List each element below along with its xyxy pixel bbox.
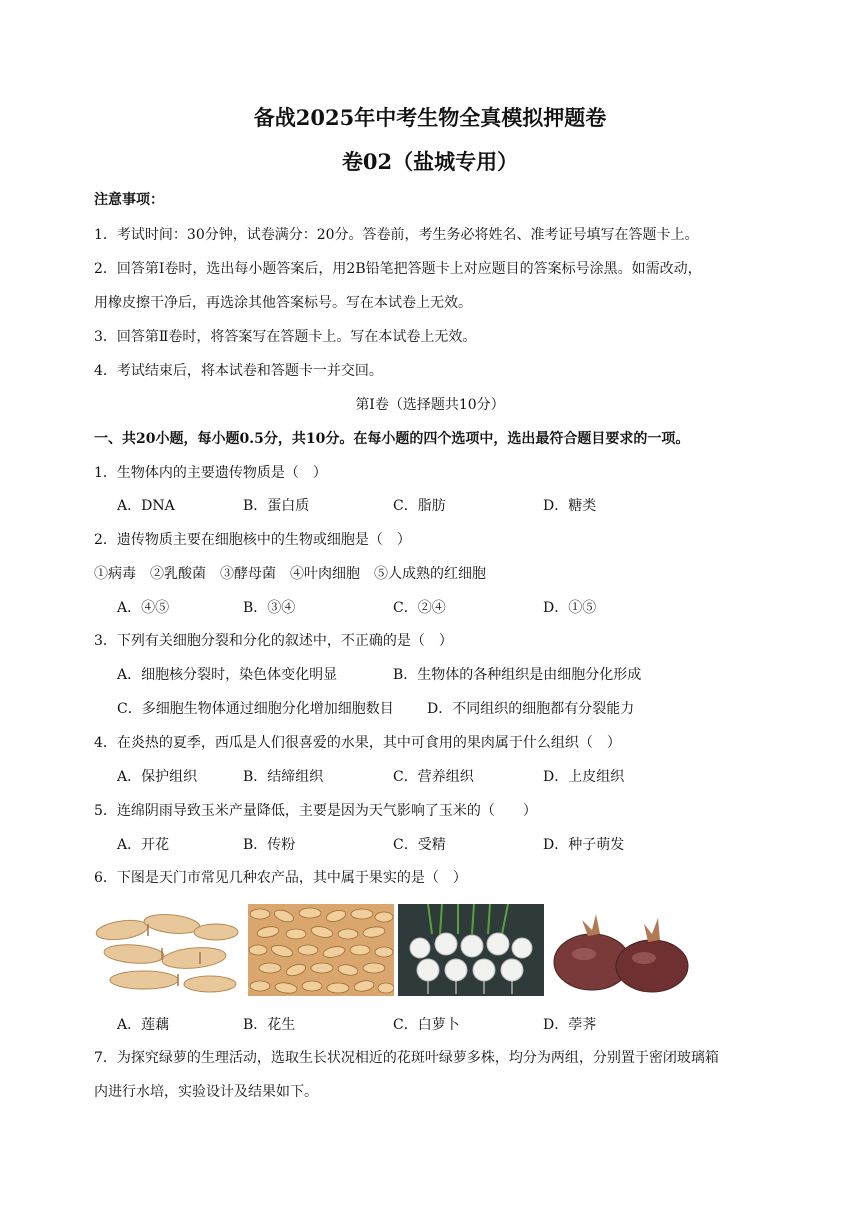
question-6-options xyxy=(117,1016,817,1034)
question-4-options xyxy=(117,768,817,786)
question-6-stem: 6．下图是天门市常见几种农产品，其中属于果实的是（ ） xyxy=(94,870,467,886)
exam-title: 备战2025年中考生物全真模拟押题卷 xyxy=(253,105,607,130)
question-2-options xyxy=(117,599,817,617)
question-7-stem-line2: 内进行水培，实验设计及结果如下。 xyxy=(94,1084,318,1100)
notice-line: 2．回答第Ⅰ卷时，选出每小题答案后，用2B铅笔把答题卡上对应题目的答案标号涂黑。如需改动， xyxy=(94,261,702,277)
white-radish-image xyxy=(398,904,544,996)
question-7-stem-line1: 7．为探究绿萝的生理活动，选取生长状况相近的花斑叶绿萝多株，均分为两组，分别置于密闭玻璃箱 xyxy=(94,1050,719,1066)
option-a: A．开花 xyxy=(117,837,170,853)
option-d: D．①⑤ xyxy=(543,600,597,616)
option-d: D．不同组织的细胞都有分裂能力 xyxy=(427,701,635,717)
notice-line: 4．考试结束后，将本试卷和答题卡一并交回。 xyxy=(94,363,383,379)
question-1-options xyxy=(117,497,817,515)
water-chestnut-image xyxy=(548,904,694,996)
question-2-items: ①病毒 ②乳酸菌 ③酵母菌 ④叶肉细胞 ⑤人成熟的红细胞 xyxy=(94,566,486,582)
question-5-options xyxy=(117,836,817,854)
option-b: B．结缔组织 xyxy=(243,769,324,785)
option-a: A．细胞核分裂时，染色体变化明显 xyxy=(117,667,338,683)
option-a: A．莲藕 xyxy=(117,1017,170,1033)
lotus-root-image xyxy=(94,904,244,996)
option-c: C．白萝卜 xyxy=(393,1017,460,1033)
option-b: B．蛋白质 xyxy=(243,498,310,514)
option-c: C．受精 xyxy=(393,837,446,853)
exam-subtitle: 卷02（盐城专用） xyxy=(341,149,519,174)
option-b: B．③④ xyxy=(243,600,296,616)
question-3-stem: 3．下列有关细胞分裂和分化的叙述中，不正确的是（ ） xyxy=(94,633,453,649)
option-c: C．脂肪 xyxy=(393,498,446,514)
option-a: A．DNA xyxy=(117,498,175,514)
option-a: A．④⑤ xyxy=(117,600,170,616)
option-d: D．种子萌发 xyxy=(543,837,625,853)
option-b: B．传粉 xyxy=(243,837,296,853)
option-b: B．生物体的各种组织是由细胞分化形成 xyxy=(393,667,642,683)
part-heading: 一、共20小题，每小题0.5分，共10分。在每小题的四个选项中，选出最符合题目要求的一项。 xyxy=(94,431,690,447)
option-d: D．上皮组织 xyxy=(543,769,625,785)
option-b: B．花生 xyxy=(243,1017,296,1033)
notice-line: 1．考试时间：30分钟，试卷满分：20分。答卷前，考生务必将姓名、准考证号填写在答题卡上。 xyxy=(94,227,699,243)
question-3-options-row1 xyxy=(117,666,817,684)
section-title: 第Ⅰ卷（选择题共10分） xyxy=(355,397,505,413)
option-d: D．荸荠 xyxy=(543,1017,597,1033)
notice-line: 3．回答第Ⅱ卷时，将答案写在答题卡上。写在本试卷上无效。 xyxy=(94,329,477,345)
peanuts-image xyxy=(248,904,394,996)
question-3-options-row2 xyxy=(117,700,817,718)
option-c: C．②④ xyxy=(393,600,446,616)
notice-line: 用橡皮擦干净后，再选涂其他答案标号。写在本试卷上无效。 xyxy=(94,295,472,311)
option-c: C．多细胞生物体通过细胞分化增加细胞数目 xyxy=(117,701,394,717)
option-c: C．营养组织 xyxy=(393,769,474,785)
question-4-stem: 4．在炎热的夏季，西瓜是人们很喜爱的水果，其中可食用的果肉属于什么组织（ ） xyxy=(94,735,621,751)
question-2-stem: 2．遗传物质主要在细胞核中的生物或细胞是（ ） xyxy=(94,532,411,548)
option-a: A．保护组织 xyxy=(117,769,198,785)
option-d: D．糖类 xyxy=(543,498,597,514)
question-1-stem: 1．生物体内的主要遗传物质是（ ） xyxy=(94,465,327,481)
notice-heading: 注意事项： xyxy=(94,192,164,208)
question-5-stem: 5．连绵阴雨导致玉米产量降低，主要是因为天气影响了玉米的（ ） xyxy=(94,803,537,819)
